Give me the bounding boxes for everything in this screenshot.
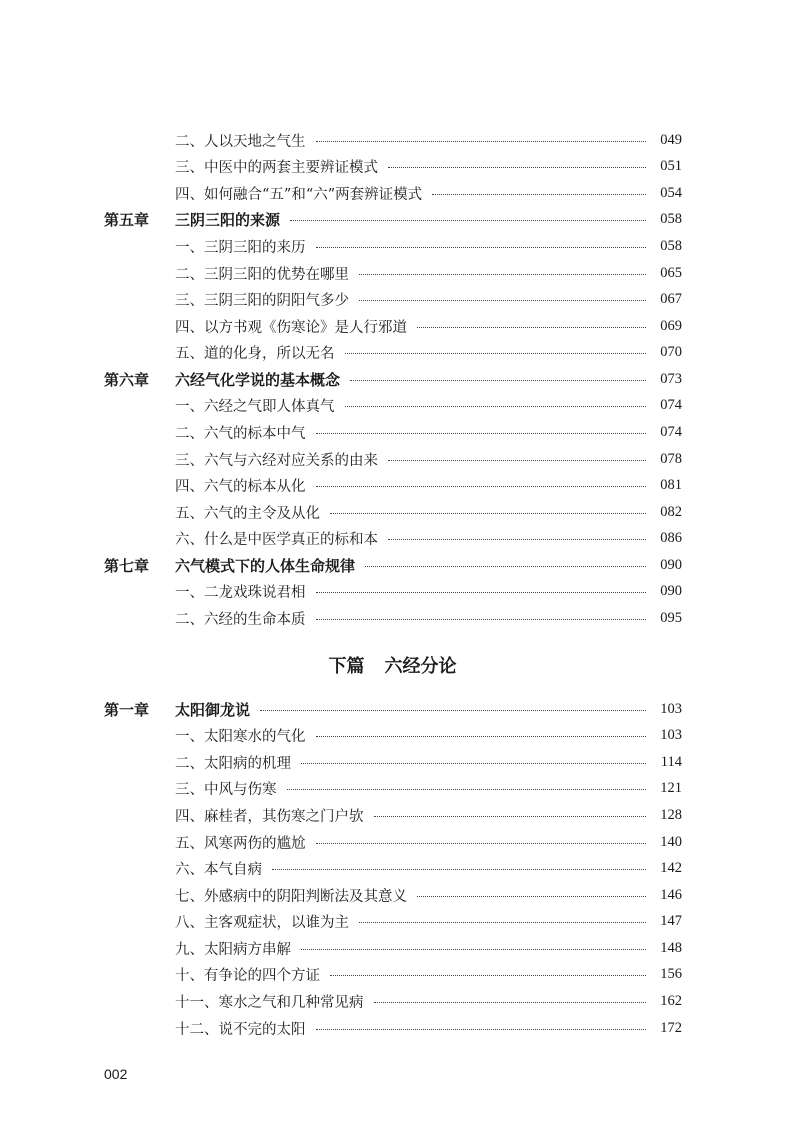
entry-title: 六、什么是中医学真正的标和本 [175,532,378,549]
chapter-number: 第一章 [104,700,150,719]
entry-title: 六气模式下的人体生命规律 [175,556,356,575]
toc-section-entry[interactable] [104,472,682,499]
dot-leader [290,220,646,221]
toc-section-entry[interactable] [104,962,682,989]
entry-title: 三、三阴三阳的阴阳气多少 [175,293,349,310]
part-heading [0,652,785,678]
entry-page-number: 140 [660,833,682,850]
entry-page-number: 065 [660,264,682,281]
part-label: 下篇 [328,656,365,677]
entry-page-number: 162 [660,992,682,1009]
toc-section-entry[interactable] [104,260,682,287]
toc-section-entry[interactable] [104,829,682,856]
dot-leader [345,353,647,354]
entry-page-number: 073 [660,370,682,387]
entry-title: 一、二龙戏珠说君相 [175,585,306,602]
dot-leader [350,380,646,381]
toc-section-entry[interactable] [104,723,682,750]
dot-leader [330,975,646,976]
dot-leader [316,1029,647,1030]
entry-page-number: 128 [660,807,682,824]
entry-page-number: 078 [660,450,682,467]
dot-leader [359,274,646,275]
entry-page-number: 090 [660,583,682,600]
entry-title: 二、六经的生命本质 [175,611,306,628]
dot-leader [260,710,646,711]
entry-page-number: 074 [660,397,682,414]
dot-leader [316,736,647,737]
entry-title: 四、以方书观《伤寒论》是人行邪道 [175,319,407,336]
entry-title: 太阳御龙说 [175,700,251,719]
toc-section-entry[interactable] [104,286,682,313]
dot-leader [316,247,647,248]
dot-leader [287,789,647,790]
entry-title: 六经气化学说的基本概念 [175,370,341,389]
entry-title: 五、风寒两伤的尴尬 [175,835,306,852]
toc-section-entry[interactable] [104,935,682,962]
toc-lower-list [104,696,682,1041]
entry-page-number: 051 [660,158,682,175]
entry-title: 三、中风与伤寒 [175,782,277,799]
toc-section-entry[interactable] [104,882,682,909]
toc-chapter-entry[interactable] [104,366,682,393]
entry-title: 二、六气的标本中气 [175,425,306,442]
entry-page-number: 069 [660,317,682,334]
entry-title: 四、六气的标本从化 [175,479,306,496]
toc-section-entry[interactable] [104,1015,682,1042]
chapter-number: 第七章 [104,556,150,575]
entry-title: 四、如何融合“五”和“六”两套辨证模式 [175,186,423,203]
toc-section-entry[interactable] [104,446,682,473]
entry-page-number: 086 [660,530,682,547]
dot-leader [417,896,646,897]
entry-page-number: 074 [660,423,682,440]
toc-section-entry[interactable] [104,340,682,367]
dot-leader [388,539,646,540]
toc-chapter-entry[interactable] [104,696,682,723]
entry-page-number: 058 [660,238,682,255]
dot-leader [330,513,646,514]
entry-page-number: 090 [660,556,682,573]
entry-title: 一、三阴三阳的来历 [175,240,306,257]
entry-title: 二、太阳病的机理 [175,755,291,772]
toc-section-entry[interactable] [104,605,682,632]
entry-page-number: 070 [660,344,682,361]
entry-title: 一、六经之气即人体真气 [175,399,335,416]
dot-leader [301,763,646,764]
toc-section-entry[interactable] [104,909,682,936]
entry-page-number: 082 [660,503,682,520]
dot-leader [374,1002,647,1003]
chapter-number: 第五章 [104,211,150,230]
dot-leader [359,922,646,923]
entry-page-number: 146 [660,886,682,903]
part-title: 六经分论 [384,656,457,677]
entry-title: 十一、寒水之气和几种常见病 [175,994,364,1011]
entry-page-number: 147 [660,913,682,930]
entry-page-number: 054 [660,184,682,201]
toc-section-entry[interactable] [104,127,682,154]
entry-title: 六、本气自病 [175,862,262,879]
toc-section-entry[interactable] [104,579,682,606]
entry-page-number: 156 [660,966,682,983]
dot-leader [316,141,647,142]
toc-section-entry[interactable] [104,393,682,420]
entry-page-number: 114 [660,753,682,770]
entry-title: 九、太阳病方串解 [175,941,291,958]
toc-chapter-entry[interactable] [104,552,682,579]
entry-title: 三阴三阳的来源 [175,211,281,230]
toc-section-entry[interactable] [104,419,682,446]
dot-leader [316,433,647,434]
entry-title: 八、主客观症状，以谁为主 [175,915,349,932]
toc-section-entry[interactable] [104,802,682,829]
entry-page-number: 067 [660,291,682,308]
entry-title: 五、道的化身，所以无名 [175,346,335,363]
toc-section-entry[interactable] [104,233,682,260]
entry-title: 三、中医中的两套主要辨证模式 [175,160,378,177]
dot-leader [345,406,647,407]
entry-page-number: 081 [660,477,682,494]
entry-page-number: 103 [660,700,682,717]
dot-leader [301,949,646,950]
dot-leader [316,486,647,487]
dot-leader [432,194,646,195]
entry-page-number: 148 [660,939,682,956]
toc-section-entry[interactable] [104,180,682,207]
entry-page-number: 058 [660,211,682,228]
entry-title: 七、外感病中的阴阳判断法及其意义 [175,888,407,905]
entry-title: 五、六气的主令及从化 [175,505,320,522]
entry-title: 十二、说不完的太阳 [175,1021,306,1038]
toc-section-entry[interactable] [104,499,682,526]
dot-leader [316,619,647,620]
toc-section-entry[interactable] [104,313,682,340]
page-number: 002 [104,1066,128,1082]
dot-leader [316,843,647,844]
entry-title: 二、人以天地之气生 [175,133,306,150]
dot-leader [374,816,647,817]
entry-title: 十、有争论的四个方证 [175,968,320,985]
toc-chapter-entry[interactable] [104,207,682,234]
dot-leader [365,566,646,567]
entry-title: 一、太阳寒水的气化 [175,729,306,746]
dot-leader [272,869,646,870]
toc-section-entry[interactable] [104,749,682,776]
entry-page-number: 172 [660,1019,682,1036]
entry-page-number: 049 [660,131,682,148]
toc-section-entry[interactable] [104,988,682,1015]
toc-upper-list [104,127,682,632]
toc-section-entry[interactable] [104,154,682,181]
dot-leader [388,460,646,461]
dot-leader [316,592,647,593]
toc-section-entry[interactable] [104,776,682,803]
toc-section-entry[interactable] [104,525,682,552]
entry-page-number: 142 [660,860,682,877]
entry-page-number: 103 [660,727,682,744]
entry-title: 二、三阴三阳的优势在哪里 [175,266,349,283]
dot-leader [359,300,646,301]
dot-leader [388,167,646,168]
entry-title: 三、六气与六经对应关系的由来 [175,452,378,469]
entry-page-number: 121 [660,780,682,797]
dot-leader [417,327,646,328]
chapter-number: 第六章 [104,370,150,389]
entry-title: 四、麻桂者，其伤寒之门户欤 [175,809,364,826]
entry-page-number: 095 [660,609,682,626]
toc-section-entry[interactable] [104,855,682,882]
